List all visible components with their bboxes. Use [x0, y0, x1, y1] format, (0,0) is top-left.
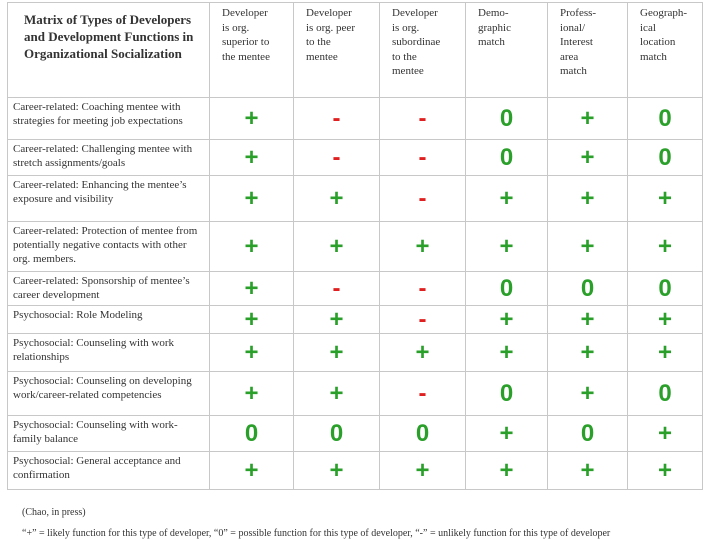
matrix-row — [8, 334, 703, 372]
rating-cell: 0 — [466, 140, 548, 176]
development-matrix-table — [7, 2, 703, 490]
rating-cell: - — [380, 306, 466, 334]
column-header: Developer is org. peer to the mentee — [294, 3, 380, 98]
rating-cell: + — [294, 176, 380, 222]
function-label: Career-related: Coaching mentee with strategies for meeting job expectations — [8, 98, 210, 140]
rating-cell: 0 — [210, 416, 294, 452]
column-header: Demo- graphic match — [466, 3, 548, 98]
rating-cell: + — [210, 222, 294, 272]
rating-cell: + — [466, 416, 548, 452]
function-label: Psychosocial: Counseling with work relationships — [8, 334, 210, 372]
rating-cell: + — [548, 334, 628, 372]
rating-cell: + — [380, 452, 466, 490]
matrix-row — [8, 416, 703, 452]
source-citation: (Chao, in press) — [22, 507, 86, 518]
rating-cell: 0 — [628, 140, 703, 176]
matrix-row — [8, 176, 703, 222]
function-label: Career-related: Sponsorship of mentee’s career development — [8, 272, 210, 306]
rating-cell: + — [466, 334, 548, 372]
function-label: Psychosocial: General acceptance and confirmation — [8, 452, 210, 490]
rating-cell: + — [628, 176, 703, 222]
rating-cell: + — [294, 334, 380, 372]
function-label: Psychosocial: Role Modeling — [8, 306, 210, 334]
matrix-row — [8, 140, 703, 176]
rating-cell: 0 — [466, 272, 548, 306]
function-label: Psychosocial: Counseling with work-family balance — [8, 416, 210, 452]
rating-cell: + — [466, 222, 548, 272]
rating-cell: 0 — [548, 416, 628, 452]
matrix-row — [8, 372, 703, 416]
rating-cell: - — [380, 272, 466, 306]
rating-cell: 0 — [628, 372, 703, 416]
rating-cell: - — [380, 372, 466, 416]
matrix-row — [8, 306, 703, 334]
symbol-legend: “+” = likely function for this type of developer, “0” = possible function for this type of developer, “-” = unlikely function for this type of developer — [22, 528, 611, 539]
rating-cell: + — [466, 176, 548, 222]
rating-cell: + — [548, 306, 628, 334]
function-label: Psychosocial: Counseling on developing work/career-related competencies — [8, 372, 210, 416]
rating-cell: - — [380, 98, 466, 140]
matrix-title: Matrix of Types of Developers and Development Functions in Organizational Socialization — [8, 3, 210, 98]
rating-cell: + — [628, 222, 703, 272]
rating-cell: 0 — [466, 372, 548, 416]
matrix-row — [8, 272, 703, 306]
rating-cell: + — [210, 306, 294, 334]
rating-cell: + — [466, 306, 548, 334]
rating-cell: + — [210, 372, 294, 416]
rating-cell: + — [210, 272, 294, 306]
function-label: Career-related: Challenging mentee with stretch assignments/goals — [8, 140, 210, 176]
rating-cell: + — [548, 176, 628, 222]
rating-cell: - — [294, 98, 380, 140]
column-header: Geograph- ical location match — [628, 3, 703, 98]
rating-cell: + — [294, 372, 380, 416]
rating-cell: + — [294, 222, 380, 272]
rating-cell: + — [548, 372, 628, 416]
column-header: Profess- ional/ Interest area match — [548, 3, 628, 98]
rating-cell: + — [548, 452, 628, 490]
rating-cell: + — [380, 334, 466, 372]
rating-cell: + — [548, 222, 628, 272]
matrix-row — [8, 452, 703, 490]
rating-cell: - — [380, 176, 466, 222]
rating-cell: 0 — [466, 98, 548, 140]
rating-cell: 0 — [548, 272, 628, 306]
rating-cell: + — [628, 334, 703, 372]
rating-cell: + — [628, 416, 703, 452]
rating-cell: + — [210, 176, 294, 222]
rating-cell: 0 — [294, 416, 380, 452]
rating-cell: + — [628, 306, 703, 334]
column-header: Developer is org. subordinae to the mentee — [380, 3, 466, 98]
rating-cell: + — [466, 452, 548, 490]
rating-cell: + — [210, 98, 294, 140]
function-label: Career-related: Enhancing the mentee’s exposure and visibility — [8, 176, 210, 222]
rating-cell: 0 — [380, 416, 466, 452]
rating-cell: + — [628, 452, 703, 490]
rating-cell: + — [210, 452, 294, 490]
header-row — [8, 3, 703, 98]
rating-cell: 0 — [628, 98, 703, 140]
rating-cell: + — [548, 98, 628, 140]
rating-cell: 0 — [628, 272, 703, 306]
rating-cell: + — [294, 452, 380, 490]
rating-cell: + — [210, 334, 294, 372]
rating-cell: + — [294, 306, 380, 334]
rating-cell: + — [548, 140, 628, 176]
rating-cell: + — [210, 140, 294, 176]
rating-cell: + — [380, 222, 466, 272]
column-header: Developer is org. superior to the mentee — [210, 3, 294, 98]
matrix-body — [8, 98, 703, 490]
matrix-row — [8, 98, 703, 140]
matrix-row — [8, 222, 703, 272]
rating-cell: - — [380, 140, 466, 176]
function-label: Career-related: Protection of mentee from potentially negative contacts with other org. members. — [8, 222, 210, 272]
rating-cell: - — [294, 140, 380, 176]
rating-cell: - — [294, 272, 380, 306]
